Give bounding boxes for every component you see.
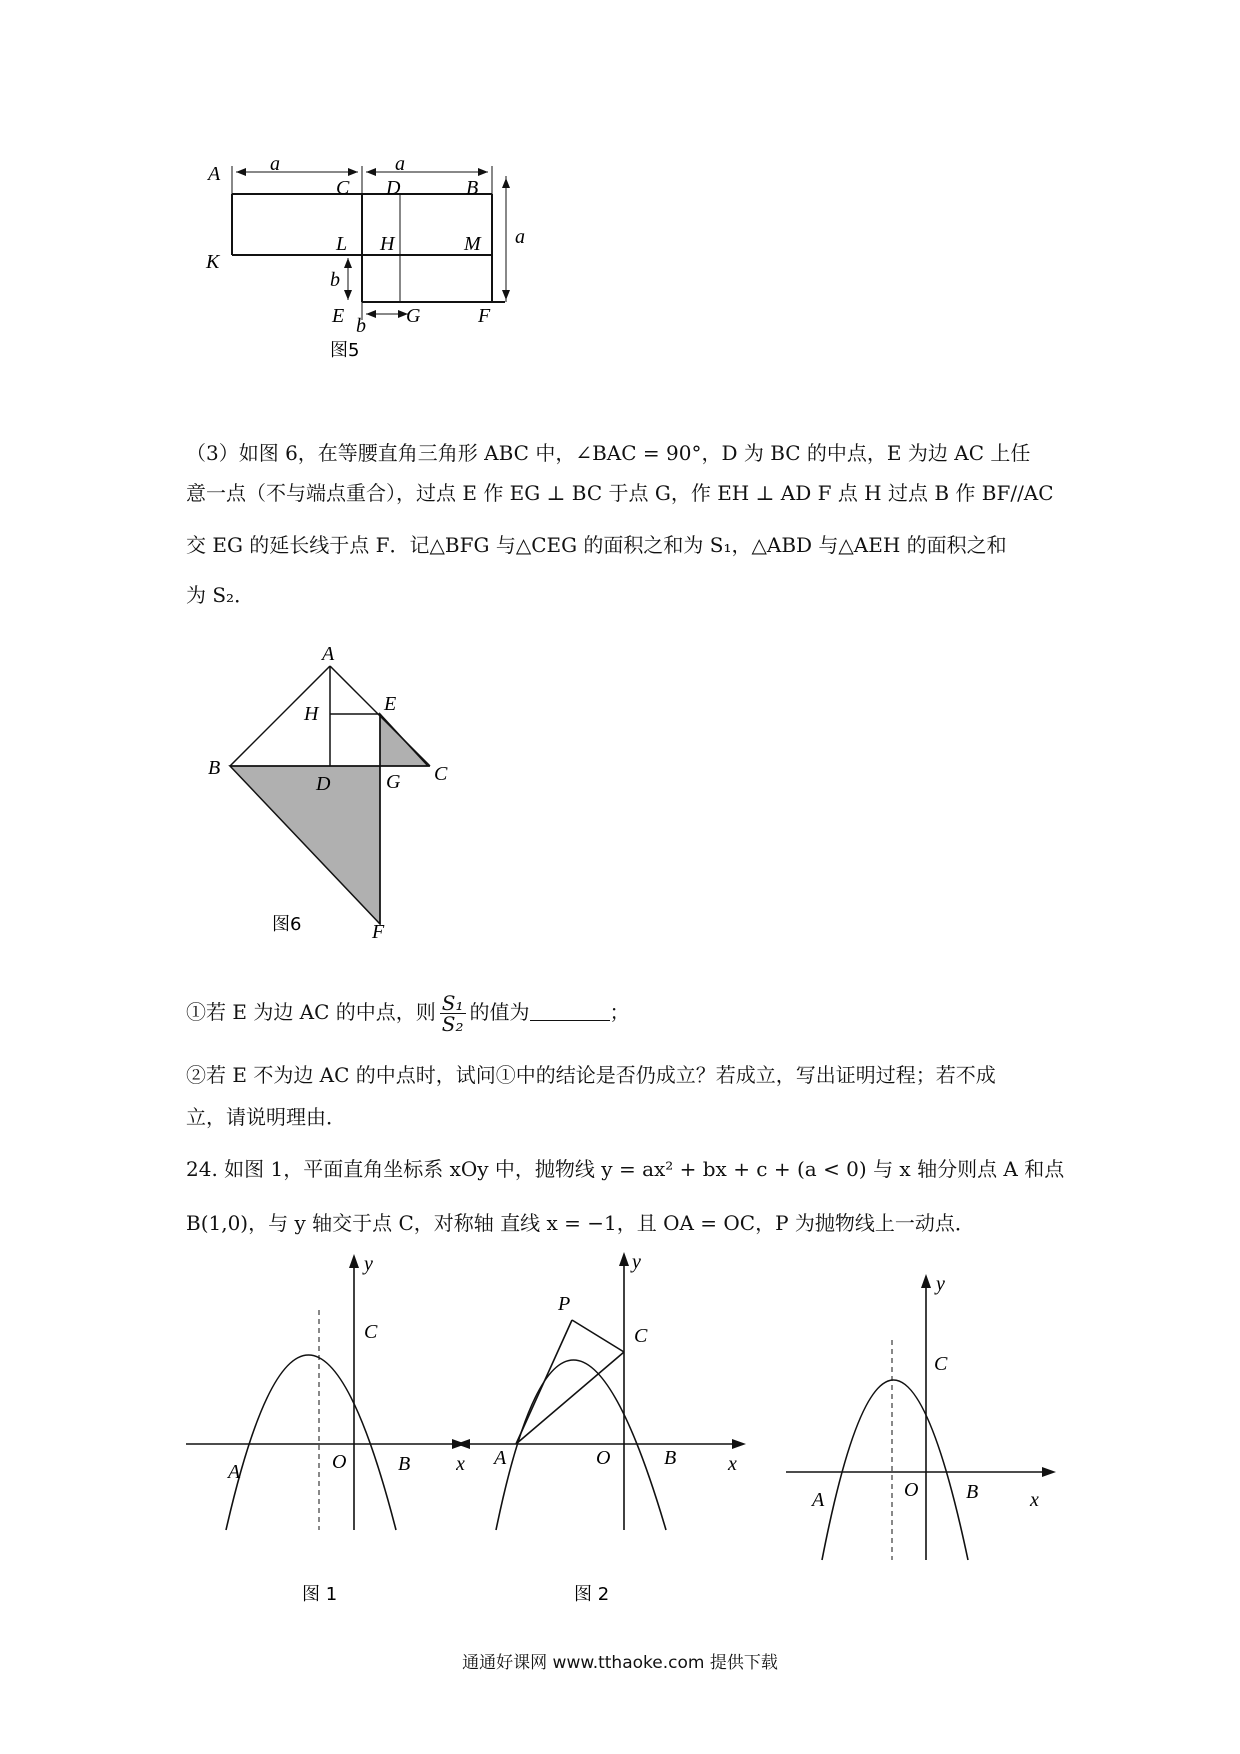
g1-A-label: A: [228, 1461, 241, 1483]
question-1: [186, 992, 630, 1034]
fig5-label-H: H: [380, 233, 395, 255]
figure-5: [180, 160, 560, 410]
g1-B-label: B: [398, 1453, 411, 1475]
fig5-label-B: B: [466, 177, 479, 199]
graph-figure-1: [186, 1250, 476, 1640]
g2-A-label: A: [494, 1447, 507, 1469]
fig5-label-D: D: [386, 177, 401, 199]
fig5-dim-b-left: b: [330, 269, 340, 291]
g3-A-label: A: [812, 1489, 825, 1511]
fig5-dim-a-left: a: [270, 160, 280, 175]
g2-P-label: P: [558, 1293, 571, 1315]
q1-fraction: [440, 993, 466, 1034]
g3-x-label: x: [1030, 1489, 1039, 1511]
fig5-label-F: F: [478, 305, 491, 327]
fig5-dim-b-bottom: b: [356, 315, 366, 337]
fig6-label-D: D: [316, 773, 331, 795]
part3-line3: 交 EG 的延长线于点 F．记△BFG 与△CEG 的面积之和为 S₁，△ABD 与△AEH 的面积之和: [186, 533, 1007, 557]
g1-C-label: C: [364, 1321, 378, 1343]
answer-blank: [530, 1000, 610, 1021]
figure-6: [200, 640, 460, 940]
g3-B-label: B: [966, 1481, 979, 1503]
g3-O-label: O: [904, 1479, 919, 1501]
fig6-label-F: F: [372, 921, 385, 940]
q1-suffix: 的值为: [469, 1000, 530, 1024]
q1-frac-num: S₁: [441, 991, 464, 1015]
g2-y-label: y: [632, 1251, 641, 1273]
graph-figure-3: [776, 1270, 1076, 1570]
fig5-dim-a-side: a: [515, 226, 525, 248]
fig6-label-G: G: [386, 771, 401, 793]
q1-prefix: ①若 E 为边 AC 的中点，则: [186, 1000, 436, 1024]
fig5-label-G: G: [406, 305, 421, 327]
fig5-label-E: E: [332, 305, 345, 327]
fig6-label-A: A: [322, 643, 335, 665]
part3-line2: 意一点（不与端点重合），过点 E 作 EG ⊥ BC 于点 G，作 EH ⊥ AD F 点 H 过点 B 作 BF//AC: [186, 481, 1054, 505]
q1-end: ；: [609, 1000, 630, 1024]
g2-C-label: C: [634, 1325, 648, 1347]
q24-line1: 24. 如图 1，平面直角坐标系 xOy 中，抛物线 y = ax² + bx + c + (a < 0) 与 x 轴分则点 A 和点: [186, 1157, 1065, 1181]
q1-frac-den: S₂: [441, 1012, 464, 1036]
fig6-label-C: C: [434, 763, 448, 785]
g2-caption: 图 2: [574, 1584, 610, 1605]
g1-O-label: O: [332, 1451, 347, 1473]
fig5-label-A: A: [208, 163, 221, 185]
fig6-label-H: H: [304, 703, 319, 725]
fig6-label-B: B: [208, 757, 221, 779]
fig5-label-C: C: [336, 177, 350, 199]
part3-line4: 为 S₂．: [186, 583, 255, 607]
graph-figure-2: [456, 1250, 756, 1640]
q2-line2: 立，请说明理由．: [186, 1105, 346, 1129]
g2-O-label: O: [596, 1447, 611, 1469]
page-footer: 通通好课网 www.tthaoke.com 提供下载: [462, 1653, 778, 1673]
part3-line1: （3）如图 6，在等腰直角三角形 ABC 中，∠BAC = 90°，D 为 BC 的中点，E 为边 AC 上任: [186, 441, 1031, 465]
fig5-dim-a-right: a: [395, 160, 405, 175]
fig6-label-E: E: [384, 693, 397, 715]
q2-line1: ②若 E 不为边 AC 的中点时，试问①中的结论是否仍成立？若成立，写出证明过程；若不成: [186, 1063, 996, 1087]
g2-B-label: B: [664, 1447, 677, 1469]
g1-caption: 图 1: [302, 1584, 338, 1605]
g2-x-label: x: [728, 1453, 737, 1475]
fig5-label-M: M: [464, 233, 481, 255]
fig5-label-K: K: [206, 251, 220, 273]
g1-x-label: x: [456, 1453, 465, 1475]
fig5-caption: 图5: [330, 340, 360, 361]
g3-C-label: C: [934, 1353, 948, 1375]
q24-line2: B(1,0)，与 y 轴交于点 C，对称轴 直线 x = −1，且 OA = OC，P 为抛物线上一动点．: [186, 1211, 975, 1235]
g3-y-label: y: [936, 1273, 945, 1295]
fig5-label-L: L: [336, 233, 348, 255]
fig6-caption: 图6: [272, 914, 302, 935]
g1-y-label: y: [364, 1253, 373, 1275]
